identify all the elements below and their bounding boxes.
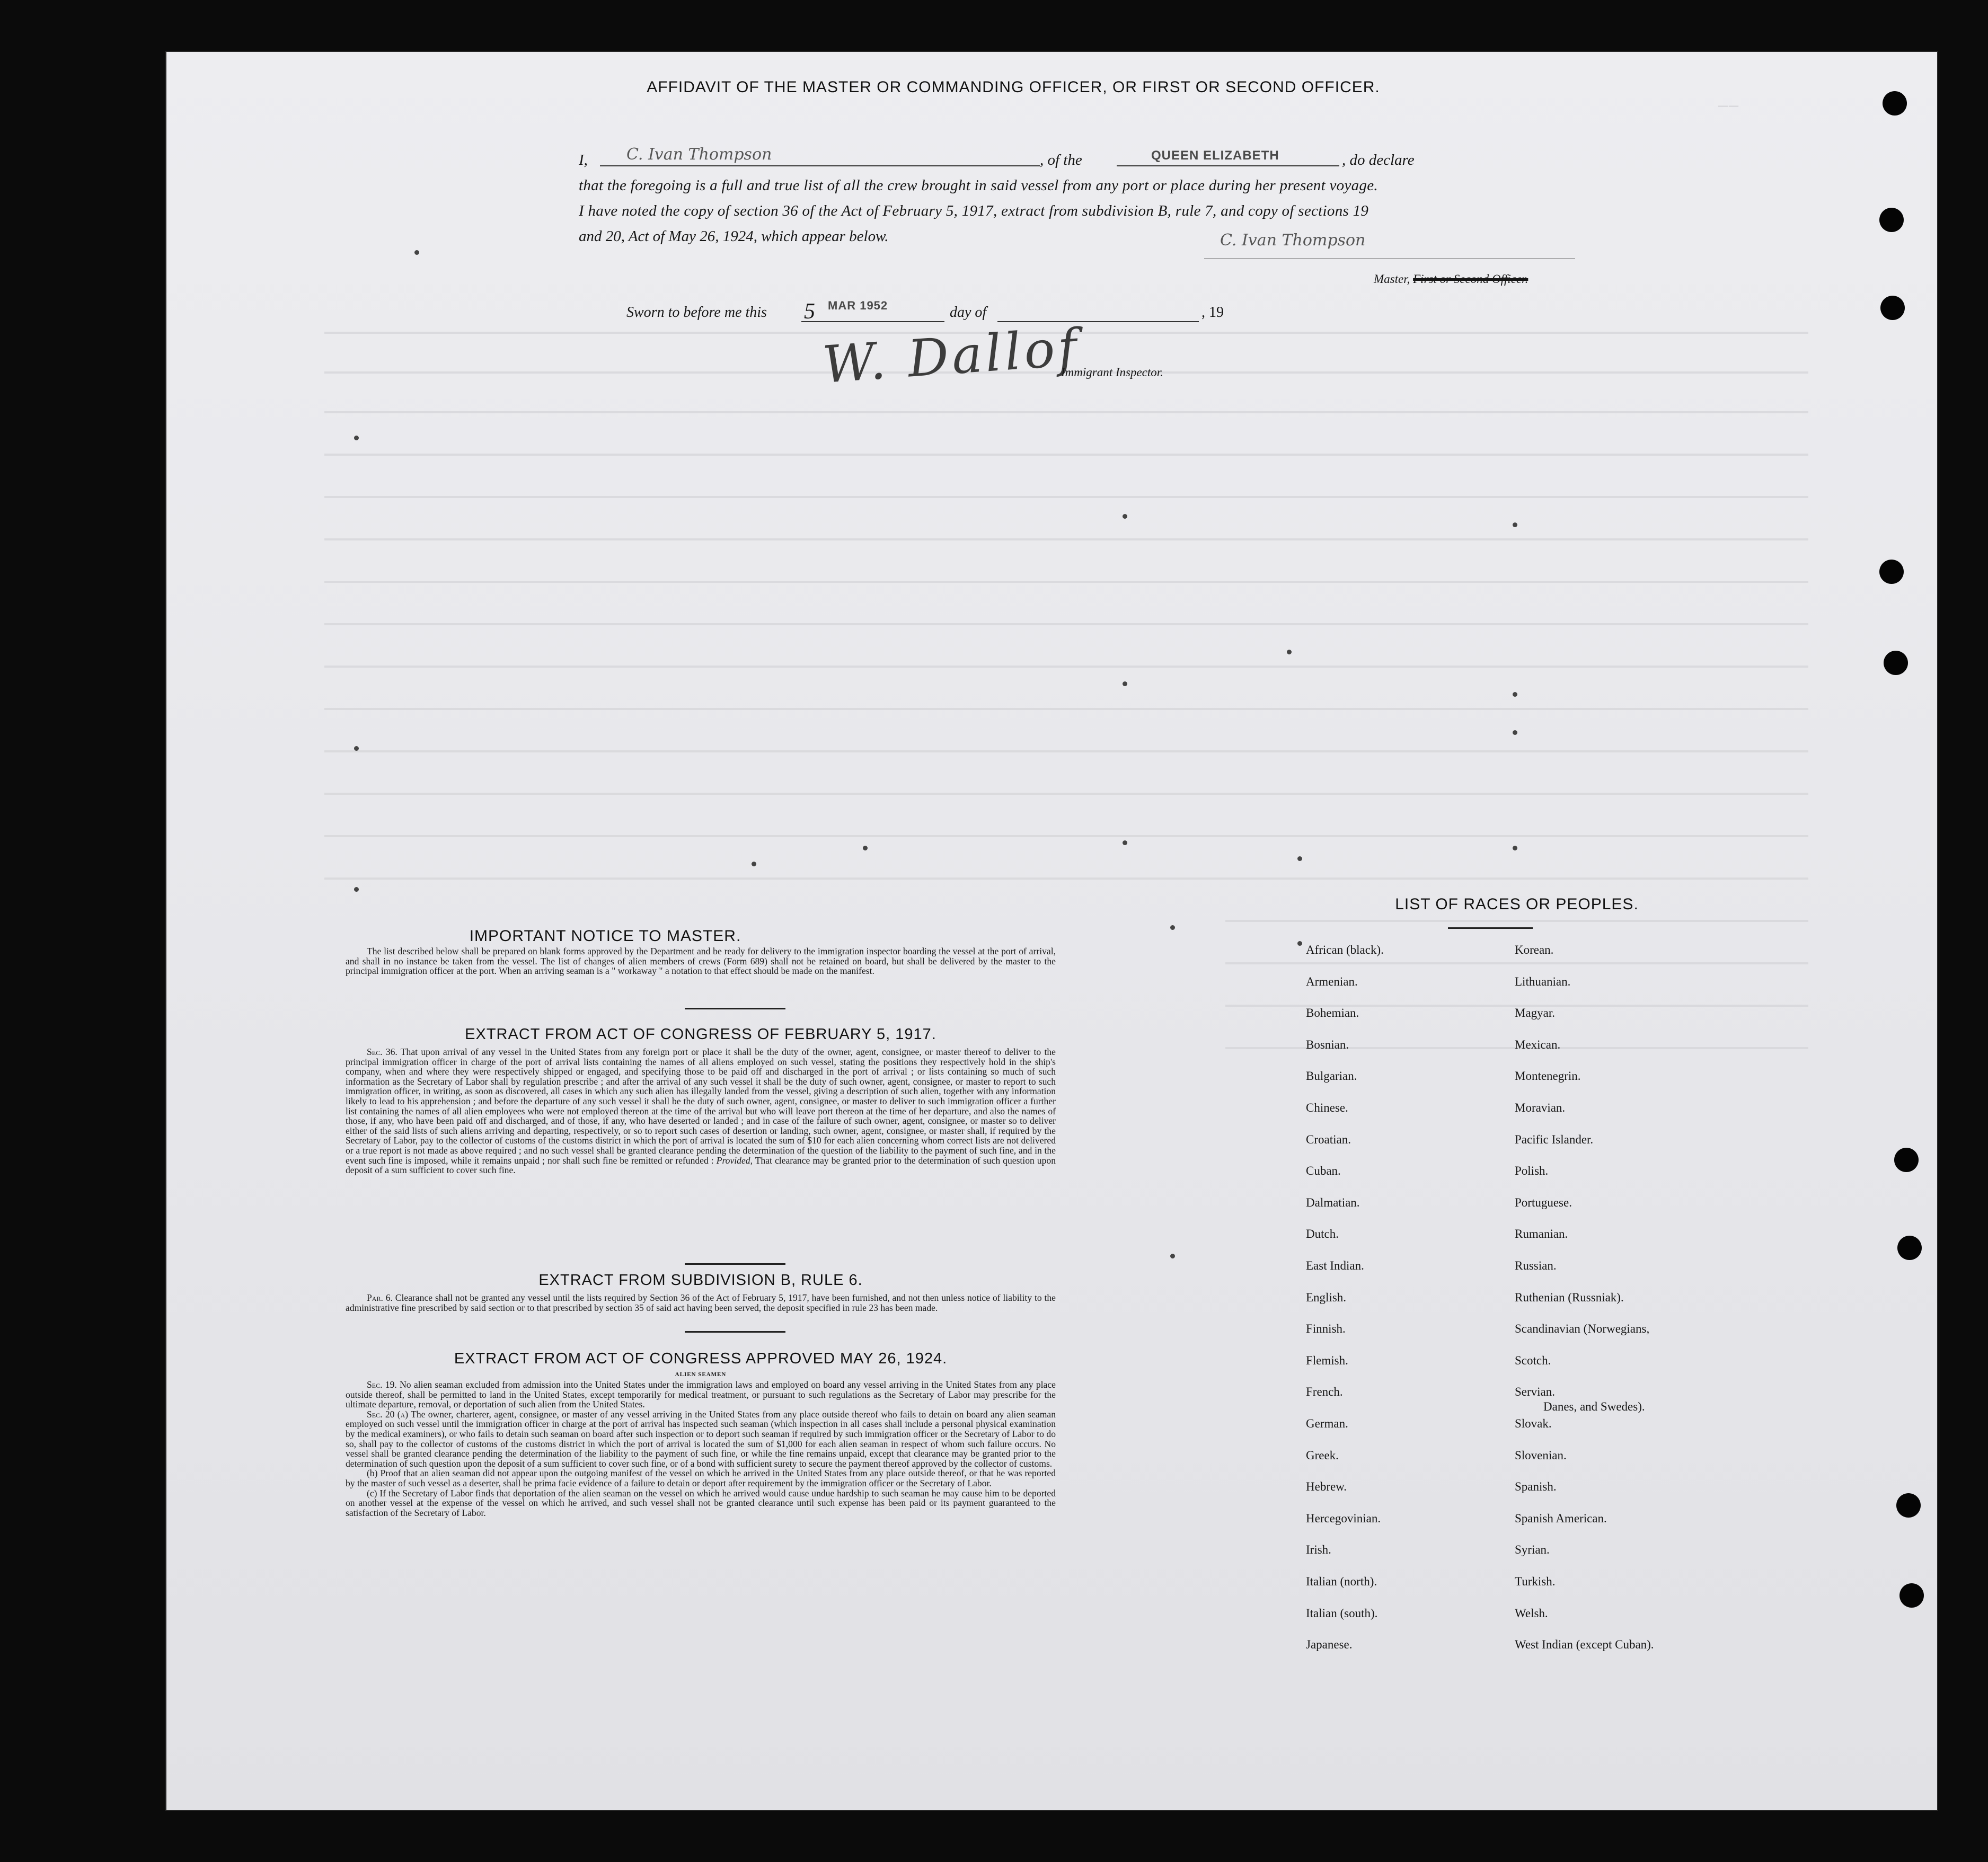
- race-left-19: Hercegovinian.: [1306, 1512, 1381, 1525]
- race-left-7: Croatian.: [1306, 1133, 1351, 1146]
- race-right-20: Syrian.: [1515, 1543, 1550, 1556]
- race-right-16: Slovak.: [1515, 1417, 1552, 1430]
- races-right-column: [1515, 943, 1737, 1653]
- race-right-6: Moravian.: [1515, 1101, 1566, 1114]
- extract-1924-title: EXTRACT FROM ACT OF CONGRESS APPROVED MAY 26, 1924.: [454, 1350, 948, 1367]
- punch-hole: [1879, 208, 1904, 232]
- race-left-4: Bosnian.: [1306, 1038, 1349, 1051]
- punch-hole: [1883, 91, 1907, 116]
- race-left-10: Dutch.: [1306, 1227, 1339, 1240]
- races-left-column: [1306, 943, 1507, 1653]
- race-right-7: Pacific Islander.: [1515, 1133, 1594, 1146]
- punch-hole: [1884, 651, 1908, 675]
- sworn-day-line: [801, 321, 944, 322]
- notice-body: The list described below shall be prepared on blank forms approved by the Department and be ready for delivery to the immigration inspector boarding the vessel at the port of arrival, and shall in no instance be taken from the vessel. The list of changes of alien members of crews (Form 689) shall not be retained on board, but shall be delivered by the master to the principal immigration officer at the port. When an arriving seaman is a " workaway " a notation to that effect should be made on the manifest.: [346, 946, 1056, 977]
- race-left-21: Italian (north).: [1306, 1575, 1377, 1588]
- race-right-13: Scandinavian (Norwegians,: [1515, 1322, 1650, 1335]
- inspector-signature: W. Dallof: [820, 317, 1082, 395]
- extract-1917-body: [346, 1047, 1056, 1175]
- races-title-underline: [1448, 927, 1533, 929]
- race-left-15: French.: [1306, 1385, 1343, 1398]
- race-left-23: Japanese.: [1306, 1638, 1353, 1651]
- signer-name-handwritten: C. Ivan Thompson: [626, 145, 772, 164]
- race-left-17: Greek.: [1306, 1449, 1339, 1462]
- affidavit-title: AFFIDAVIT OF THE MASTER OR COMMANDING OFFICER, OR FIRST OR SECOND OFFICER.: [647, 78, 1380, 96]
- sec20a-text: The owner, charterer, agent, consignee, or master of any vessel arriving in the United States from any place outside thereof who fails to detain on board any alien seaman employed on such vessel until the immigration officer in charge at the port of arrival has inspected such seaman (which inspection in all cases shall include a personal physical examination by the medical examiners), or who fails to detain such seaman on board after such inspection or to deport such seaman if required by such immigration officer or the Secretary of Labor to do so, shall pay to the collector of customs of the customs district in which the port of arrival is located the sum of $1,000 for each alien seaman in respect of whom such failure occurs. No vessel shall be granted clearance pending the determination of the liability to the payment of such fine, or while the fine remains unpaid, except that clearance may be granted prior to the determination of such question upon the deposit of a sum sufficient to cover such fine, or of a bond with sufficient surety to secure the payment thereof approved by the collector of customs.: [346, 1408, 1056, 1469]
- race-right-9: Portuguese.: [1515, 1196, 1572, 1209]
- affidavit-line-3: I have noted the copy of section 36 of the Act of February 5, 1917, extract from subdivision B, rule 7, and copy of sections 19: [579, 202, 1369, 219]
- race-right-14: Scotch.: [1515, 1354, 1551, 1367]
- sworn-label: Sworn to before me this: [626, 304, 767, 321]
- sec19-text: No alien seaman excluded from admission into the United States under the immigration laws and employed on board any vessel arriving in the United States from any place outside thereof, shall be permitted to land in the United States, except temporarily for medical treatment, or pursuant to such regulations as the Secretary of Labor may prescribe for the ultimate departure, removal, or deportation of such alien from the United States.: [346, 1379, 1056, 1410]
- race-left-22: Italian (south).: [1306, 1607, 1378, 1620]
- sec20b-text: Proof that an alien seaman did not appear upon the outgoing manifest of the vessel on which he arrived in the United States from any place outside thereof, or that he was reported by the master of such vessel as a deserter, shall be prima facie evidence of a failure to detain or deport after requirement by the immigration officer or the Secretary of Labor.: [346, 1468, 1056, 1488]
- race-right-18: Spanish.: [1515, 1480, 1557, 1493]
- race-left-16: German.: [1306, 1417, 1348, 1430]
- sec36-proviso-label: Provided,: [716, 1155, 753, 1166]
- race-right-15: Servian.: [1515, 1385, 1556, 1398]
- master-label-text: Master,: [1374, 272, 1410, 286]
- inspector-label: Immigrant Inspector.: [1061, 366, 1163, 379]
- race-left-11: East Indian.: [1306, 1259, 1364, 1272]
- sec36-proviso: That clearance may be granted prior to the determination of such question upon deposit of a sum sufficient to cover such fine.: [346, 1155, 1056, 1176]
- race-right-10: Rumanian.: [1515, 1227, 1568, 1240]
- race-right-17: Slovenian.: [1515, 1449, 1567, 1462]
- affidavit-line-2: that the foregoing is a full and true list of all the crew brought in said vessel from any port or place during her present voyage.: [579, 177, 1378, 194]
- race-right-21: Turkish.: [1515, 1575, 1556, 1588]
- punch-hole: [1899, 1583, 1924, 1608]
- punch-hole: [1897, 1236, 1922, 1260]
- race-right-11: Russian.: [1515, 1259, 1557, 1272]
- notice-divider: [685, 1008, 785, 1009]
- affidavit-line-4: and 20, Act of May 26, 1924, which appear below.: [579, 228, 889, 245]
- sec19-label: Sec. 19.: [367, 1379, 397, 1390]
- punch-hole: [1896, 1493, 1921, 1518]
- race-left-6: Chinese.: [1306, 1101, 1348, 1114]
- sworn-day-number: 5: [804, 299, 815, 324]
- race-right-3: Magyar.: [1515, 1006, 1556, 1019]
- race-left-2: Armenian.: [1306, 975, 1358, 988]
- extract-1917-divider: [685, 1263, 785, 1265]
- sworn-year-prefix: , 19: [1201, 304, 1224, 321]
- extract-1917-title: EXTRACT FROM ACT OF CONGRESS OF FEBRUARY 5, 1917.: [465, 1026, 936, 1043]
- race-right-5: Montenegrin.: [1515, 1069, 1581, 1083]
- par6-text: Clearance shall not be granted any vessel until the lists required by Section 36 of the Act of February 5, 1917, have been furnished, and not then unless notice of liability to the administrative fine prescribed by said section or to that prescribed by section 35 of said act having been served, the deposit specified in rule 23 has been made.: [346, 1292, 1056, 1313]
- sworn-day-of: day of: [950, 304, 987, 321]
- sec20b-label: (b): [367, 1468, 378, 1479]
- race-right-12: Ruthenian (Russniak).: [1515, 1291, 1624, 1304]
- document-page: [165, 51, 1938, 1811]
- race-left-20: Irish.: [1306, 1543, 1331, 1556]
- punch-hole: [1894, 1148, 1919, 1172]
- sec20c-label: (c): [367, 1487, 377, 1499]
- race-left-14: Flemish.: [1306, 1354, 1348, 1367]
- race-left-12: English.: [1306, 1291, 1347, 1304]
- master-signature: C. Ivan Thompson: [1220, 231, 1366, 250]
- affidavit-do-declare: , do declare: [1342, 152, 1415, 169]
- master-label-struck: First or Second Officer.: [1413, 272, 1528, 286]
- rule6-body: [346, 1293, 1056, 1313]
- race-right-8: Polish.: [1515, 1164, 1549, 1177]
- sworn-date-stamp: MAR 1952: [828, 299, 888, 312]
- race-right-22: Welsh.: [1515, 1607, 1548, 1620]
- race-left-13: Finnish.: [1306, 1322, 1346, 1335]
- race-left-8: Cuban.: [1306, 1164, 1341, 1177]
- par6-label: Par. 6.: [367, 1292, 393, 1303]
- race-left-3: Bohemian.: [1306, 1006, 1359, 1019]
- race-left-5: Bulgarian.: [1306, 1069, 1357, 1083]
- race-right-23: West Indian (except Cuban).: [1515, 1638, 1654, 1651]
- sec20a-label: Sec. 20 (a): [367, 1408, 409, 1420]
- affidavit-paragraph: [579, 147, 1745, 249]
- punch-hole: [1879, 560, 1904, 584]
- sec20c-text: If the Secretary of Labor finds that deportation of the alien seaman on the vessel on which he arrived would cause undue hardship to such seaman he may cause him to be deported on another vessel at the expense of the vessel on which he arrived, and such vessel shall not be granted clearance until such expense has been paid or its payment guaranteed to the satisfaction of the Secretary of Labor.: [346, 1487, 1056, 1518]
- master-label: [1374, 272, 1528, 286]
- vessel-name-stamp: QUEEN ELIZABETH: [1151, 148, 1279, 163]
- race-left-9: Dalmatian.: [1306, 1196, 1360, 1209]
- bleed-mark-top-right: ——: [1718, 97, 1740, 116]
- notice-title: IMPORTANT NOTICE TO MASTER.: [469, 927, 741, 945]
- rule6-title: EXTRACT FROM SUBDIVISION B, RULE 6.: [538, 1272, 863, 1289]
- race-scandinavian-continuation: Danes, and Swedes).: [1543, 1400, 1645, 1413]
- punch-hole: [1880, 296, 1905, 320]
- extract-1924-body: [346, 1380, 1056, 1518]
- race-right-19: Spanish American.: [1515, 1512, 1607, 1525]
- race-left-1: African (black).: [1306, 943, 1384, 956]
- race-left-18: Hebrew.: [1306, 1480, 1347, 1493]
- extract-1924-subtitle: ALIEN SEAMEN: [675, 1371, 727, 1378]
- affidavit-i-label: I,: [579, 152, 588, 169]
- race-right-1: Korean.: [1515, 943, 1554, 956]
- race-right-4: Mexican.: [1515, 1038, 1561, 1051]
- rule6-divider: [685, 1331, 785, 1333]
- affidavit-of-the: , of the: [1040, 152, 1082, 169]
- sec36-label: Sec. 36.: [367, 1047, 397, 1057]
- races-title: LIST OF RACES OR PEOPLES.: [1395, 895, 1639, 913]
- sec36-text: That upon arrival of any vessel in the United States from any foreign port or place it shall be the duty of the owner, agent, consignee, or master thereof to deliver to the principal immigration officer in charge of the port of arrival lists containing the names of all aliens employed on such vessel, stating the positions they respectively hold in the ship's company, when and where they were respectively shipped or engaged, and specifying those to be paid off and discharged in the port of arrival ; or lists containing so much of such information as the Secretary of Labor shall by regulation prescribe ; and after the arrival of any such vessel it shall be the duty of such owner, agent, consignee, or master to report to such immigration officer, in writing, as soon as discovered, all cases in which any such alien has illegally landed from the vessel, giving a description of such alien, together with any information likely to lead to his apprehension ; and before the departure of any such vessel it shall be the duty of such owner, agent, consignee, or master to deliver to such immigration officer a further list containing the names of all alien employees who were not employed thereon at the time of the arrival but who will leave port thereon at the time of her departure, and also the names of those, if any, who have been paid off and discharged, and of those, if any, who have deserted or landed ; and in case of the failure of such owner, agent, consignee, or master so to deliver either of the said lists of such aliens arriving and departing, respectively, or so to report such cases of desertion or landing, such owner, agent, consignee, or master shall, if required by the Secretary of Labor, pay to the collector of customs of the customs district in which the port of arrival is located the sum of $10 for each alien concerning whom correct lists are not delivered or a true report is not made as above required ; and no such vessel shall be granted clearance pending the determination of the question of the liability to the payment of such fine, and in the event such fine is imposed, while it remains unpaid ; nor shall such fine be remitted or refunded :: [346, 1047, 1056, 1166]
- race-right-2: Lithuanian.: [1515, 975, 1571, 988]
